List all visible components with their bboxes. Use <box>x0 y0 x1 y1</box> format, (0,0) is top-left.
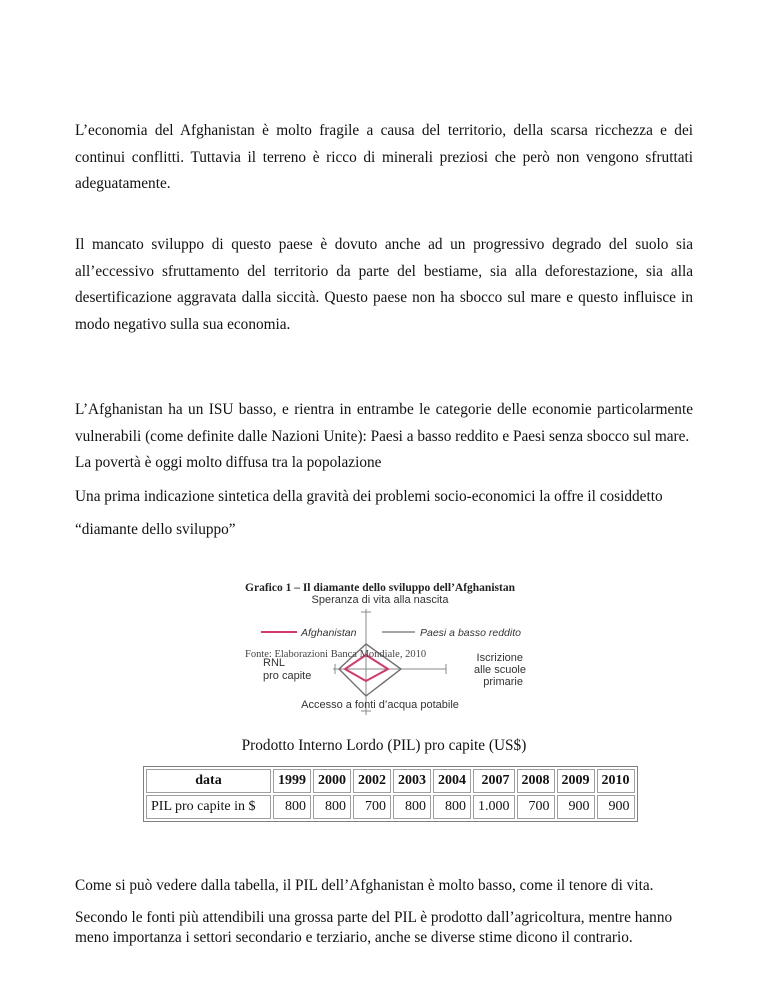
legend-afghanistan-label: Afghanistan <box>301 627 357 639</box>
table-value-cell: 900 <box>597 795 635 819</box>
table-year-cell: 2004 <box>433 769 471 793</box>
table-year-cell: 2007 <box>473 769 515 793</box>
axis-top-label: Speranza di vita alla nascita <box>311 594 449 606</box>
table-year-cell: 2008 <box>517 769 555 793</box>
table-value-cell: 800 <box>433 795 471 819</box>
table-comment-paragraph: Come si può vedere dalla tabella, il PIL dell’Afghanistan è molto basso, come il tenore di vita. <box>75 877 654 894</box>
table-value-cell: 700 <box>353 795 391 819</box>
axis-right-label-line2: alle scuole <box>474 664 526 676</box>
table-value-cell: 800 <box>393 795 431 819</box>
table-header-label: data <box>146 769 271 793</box>
table-value-cell: 800 <box>313 795 351 819</box>
development-paragraph: Il mancato sviluppo di questo paese è dovuto anche ad un progressivo degrado del suolo sia all’eccessivo sfruttamento del territorio da parte del bestiame, sia alla deforestazione, sia alla desertificazione aggravata dalla siccità. Questo paese non ha sbocco sul mare e questo influisce in modo negativo sulla sua economia. <box>75 236 693 333</box>
isu-paragraph: L’Afghanistan ha un ISU basso, e rientra in entrambe le categorie delle economie particolarmente vulnerabili (come definite dalle Nazioni Unite): Paesi a basso reddito e Paesi senza sbocco sul mare. <box>75 401 693 445</box>
table-header-row <box>146 769 635 793</box>
axis-right-label-line1: Iscrizione <box>476 652 523 664</box>
poverty-paragraph: La povertà è oggi molto diffusa tra la popolazione <box>75 454 382 471</box>
table-value-cell: 1.000 <box>473 795 515 819</box>
intro-paragraph: L’economia del Afghanistan è molto fragile a causa del territorio, della scarsa ricchezza e dei continui conflitti. Tuttavia il terreno è ricco di minerali preziosi che però non vengono sfruttati adeguatamente. <box>75 122 693 192</box>
figure-source: Fonte: Elaborazioni Banca Mondiale, 2010 <box>245 649 427 660</box>
table-year-cell: 1999 <box>273 769 311 793</box>
axis-right-label-line3: primarie <box>483 676 523 688</box>
gdp-table <box>143 766 638 822</box>
axis-bottom-label: Accesso a fonti d’acqua potabile <box>301 699 459 711</box>
table-row <box>146 795 635 819</box>
indication-paragraph: Una prima indicazione sintetica della gravità dei problemi socio-economici la offre il cosiddetto <box>75 488 663 505</box>
table-title: Prodotto Interno Lordo (PIL) pro capite (US$) <box>241 737 527 754</box>
figure-legend <box>225 618 545 664</box>
table-value-cell: 700 <box>517 795 555 819</box>
agriculture-paragraph: Secondo le fonti più attendibili una grossa parte del PIL è prodotto dall’agricoltura, mentre hanno meno importanza i settori secondario e terziario, anche se diverse stime dicono il contrario. <box>75 909 673 946</box>
table-year-cell: 2009 <box>557 769 595 793</box>
table-year-cell: 2000 <box>313 769 351 793</box>
figure-title: Grafico 1 – Il diamante dello sviluppo dell’Afghanistan <box>245 582 515 594</box>
table-year-cell: 2010 <box>597 769 635 793</box>
diamond-quote: “diamante dello sviluppo” <box>75 521 236 538</box>
legend-low-income-label: Paesi a basso reddito <box>420 627 521 639</box>
axis-left-label-line1: RNL <box>263 657 286 669</box>
table-row-label: PIL pro capite in $ <box>146 795 271 819</box>
axis-left-label-line2: pro capite <box>263 670 312 682</box>
table-value-cell: 900 <box>557 795 595 819</box>
table-year-cell: 2002 <box>353 769 391 793</box>
table-value-cell: 800 <box>273 795 311 819</box>
table-year-cell: 2003 <box>393 769 431 793</box>
